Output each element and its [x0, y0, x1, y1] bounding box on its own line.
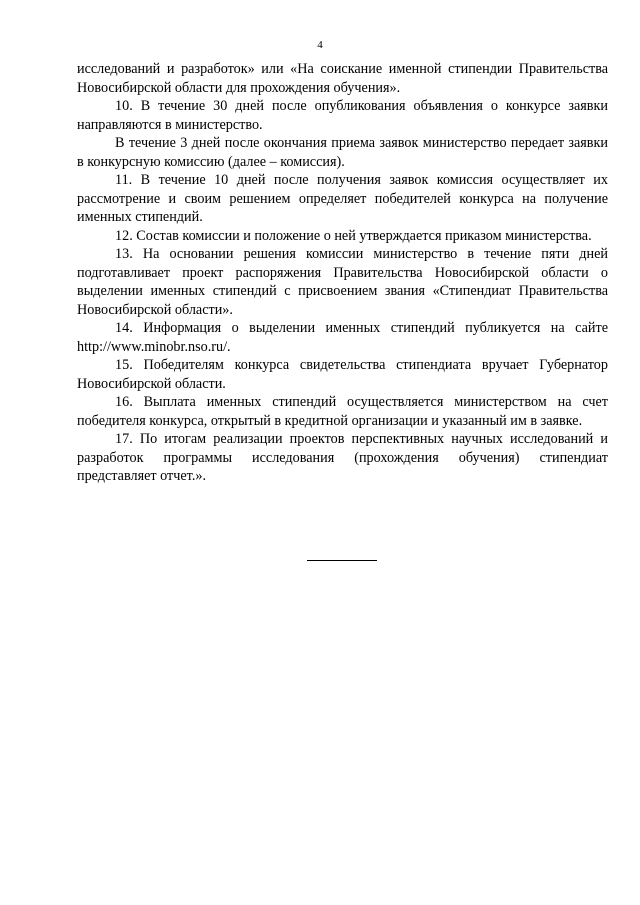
paragraph-item-13: 13. На основании решения комиссии министерство в течение пяти дней подготавливает проект распоряжения Правительства Новосибирской области о выделении именных стипендий с присвоением звания «Стипендиат Правительства Новосибирской области». — [77, 246, 608, 318]
paragraph-item-14: 14. Информация о выделении именных стипендий публикуется на сайте http://www.minobr.nso.ru/. — [77, 320, 608, 355]
paragraph-item-11: 11. В течение 10 дней после получения заявок комиссия осуществляет их рассмотрение и своим решением определяет победителей конкурса на получение именных стипендий. — [77, 172, 608, 225]
paragraph-item-10: 10. В течение 30 дней после опубликования объявления о конкурсе заявки направляются в министерство. — [77, 98, 608, 133]
paragraph-item-12: 12. Состав комиссии и положение о ней утверждается приказом министерства. — [115, 227, 592, 244]
paragraph-item-16: 16. Выплата именных стипендий осуществляется министерством на счет победителя конкурса, открытый в кредитной организации и указанный им в заявке. — [77, 394, 608, 429]
document-body — [77, 60, 608, 486]
page-number: 4 — [317, 39, 323, 51]
paragraph-continuation: исследований и разработок» или «На соискание именной стипендии Правительства Новосибирской области для прохождения обучения». — [77, 61, 608, 96]
paragraph-item-17: 17. По итогам реализации проектов перспективных научных исследований и разработок программы исследования (прохождения обучения) стипендиат представляет отчет.». — [77, 431, 608, 484]
paragraph-item-15: 15. Победителям конкурса свидетельства стипендиата вручает Губернатор Новосибирской области. — [77, 357, 608, 392]
end-of-document-rule — [307, 560, 377, 561]
paragraph-item-10-continued: В течение 3 дней после окончания приема заявок министерство передает заявки в конкурсную комиссию (далее – комиссия). — [77, 135, 608, 170]
